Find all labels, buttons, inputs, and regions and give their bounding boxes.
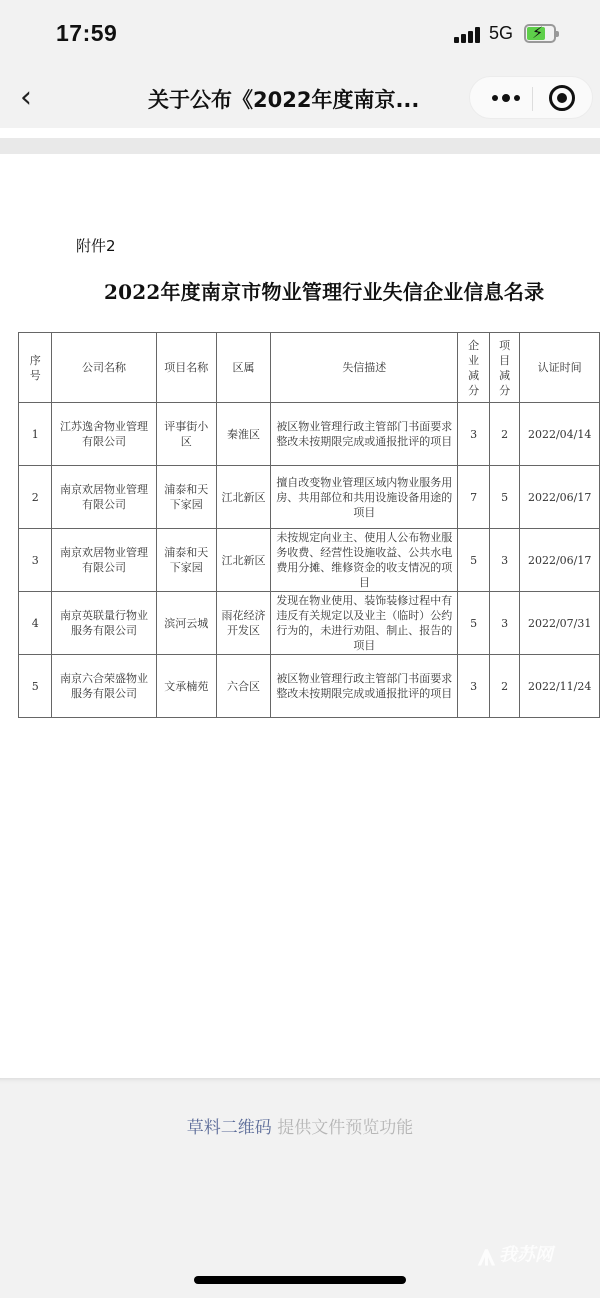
cell-company-deduction: 7: [458, 466, 489, 529]
cell-no: 3: [19, 529, 52, 592]
more-dots-icon[interactable]: [486, 85, 526, 111]
brand-link[interactable]: 草料二维码: [186, 1118, 272, 1138]
cell-date: 2022/07/31: [520, 592, 600, 655]
table-row: [19, 529, 600, 592]
cell-description: 未按规定向业主、使用人公布物业服务收费、经营性设施收益、公共水电费用分摊、维修资金的收支情况的项目: [271, 529, 458, 592]
nav-bar: [0, 68, 600, 128]
cell-description: 被区物业管理行政主管部门书面要求整改未按期限完成或通报批评的项目: [271, 403, 458, 466]
document-title: 2022年度南京市物业管理行业失信企业信息名录: [104, 280, 545, 304]
chevron-left-icon[interactable]: ‹: [20, 80, 32, 115]
status-bar: [0, 0, 600, 68]
header-district: 区属: [216, 333, 270, 403]
cell-date: 2022/06/17: [520, 529, 600, 592]
cell-company: 南京英联量行物业服务有限公司: [52, 592, 156, 655]
watermark-logo: ⩚ 我苏网: [478, 1238, 553, 1273]
attachment-label: 附件2: [76, 237, 116, 255]
cell-description: 被区物业管理行政主管部门书面要求整改未按期限完成或通报批评的项目: [271, 655, 458, 718]
cell-district: 秦淮区: [216, 403, 270, 466]
cell-company-deduction: 3: [458, 403, 489, 466]
cell-project-deduction: 2: [489, 655, 520, 718]
cell-no: 5: [19, 655, 52, 718]
cell-date: 2022/11/24: [520, 655, 600, 718]
cell-no: 1: [19, 403, 52, 466]
cell-date: 2022/04/14: [520, 403, 600, 466]
page-title: 关于公布《2022年度南京...: [148, 88, 420, 112]
cell-project: 浦泰和天下家园: [156, 529, 216, 592]
cell-no: 2: [19, 466, 52, 529]
header-no: 序号: [19, 333, 52, 403]
cell-company: 南京六合荣盛物业服务有限公司: [52, 655, 156, 718]
cell-project: 评事街小区: [156, 403, 216, 466]
cell-description: 发现在物业使用、装饰装修过程中有违反有关规定以及业主（临时）公约行为的，未进行劝阻、制止、报告的项目: [271, 592, 458, 655]
table-row: [19, 655, 600, 718]
cell-project: 滨河云城: [156, 592, 216, 655]
target-circle-icon[interactable]: [549, 85, 575, 111]
cell-district: 江北新区: [216, 529, 270, 592]
capsule-divider: [532, 87, 533, 111]
home-indicator[interactable]: [194, 1276, 406, 1284]
footer-credit: [0, 1113, 600, 1138]
signal-bars-icon: [454, 27, 484, 43]
network-type: 5G: [489, 23, 514, 43]
cell-company-deduction: 3: [458, 655, 489, 718]
watermark-icon: ⩚: [478, 1238, 495, 1273]
table-header-row: [19, 333, 600, 403]
footer: [0, 1078, 600, 1298]
document-preview[interactable]: [0, 154, 600, 1078]
cell-project-deduction: 3: [489, 529, 520, 592]
battery-charging-icon: ⚡: [524, 24, 556, 43]
header-company-deduction: 企业减分: [458, 333, 489, 403]
table-row: [19, 403, 600, 466]
cell-company-deduction: 5: [458, 529, 489, 592]
cell-district: 六合区: [216, 655, 270, 718]
document-top-border: [0, 138, 600, 154]
footer-description: 提供文件预览功能: [277, 1118, 414, 1138]
cell-date: 2022/06/17: [520, 466, 600, 529]
cell-company: 江苏逸舍物业管理有限公司: [52, 403, 156, 466]
cell-no: 4: [19, 592, 52, 655]
header-date: 认证时间: [520, 333, 600, 403]
header-company: 公司名称: [52, 333, 156, 403]
cell-project: 文承楠苑: [156, 655, 216, 718]
cell-project-deduction: 2: [489, 403, 520, 466]
cell-project-deduction: 5: [489, 466, 520, 529]
header-project-deduction: 项目减分: [489, 333, 520, 403]
table-row: [19, 592, 600, 655]
cell-description: 擅自改变物业管理区域内物业服务用房、共用部位和共用设施设备用途的项目: [271, 466, 458, 529]
mini-program-capsule: [469, 76, 593, 119]
cell-district: 江北新区: [216, 466, 270, 529]
status-time: 17:59: [56, 20, 118, 46]
cell-company: 南京欢居物业管理有限公司: [52, 466, 156, 529]
header-description: 失信描述: [271, 333, 458, 403]
cell-company: 南京欢居物业管理有限公司: [52, 529, 156, 592]
cell-project-deduction: 3: [489, 592, 520, 655]
table-row: [19, 466, 600, 529]
cell-company-deduction: 5: [458, 592, 489, 655]
cell-project: 浦泰和天下家园: [156, 466, 216, 529]
credit-list-table: [18, 332, 600, 718]
cell-district: 雨花经济开发区: [216, 592, 270, 655]
nav-separator: [0, 128, 600, 138]
header-project: 项目名称: [156, 333, 216, 403]
